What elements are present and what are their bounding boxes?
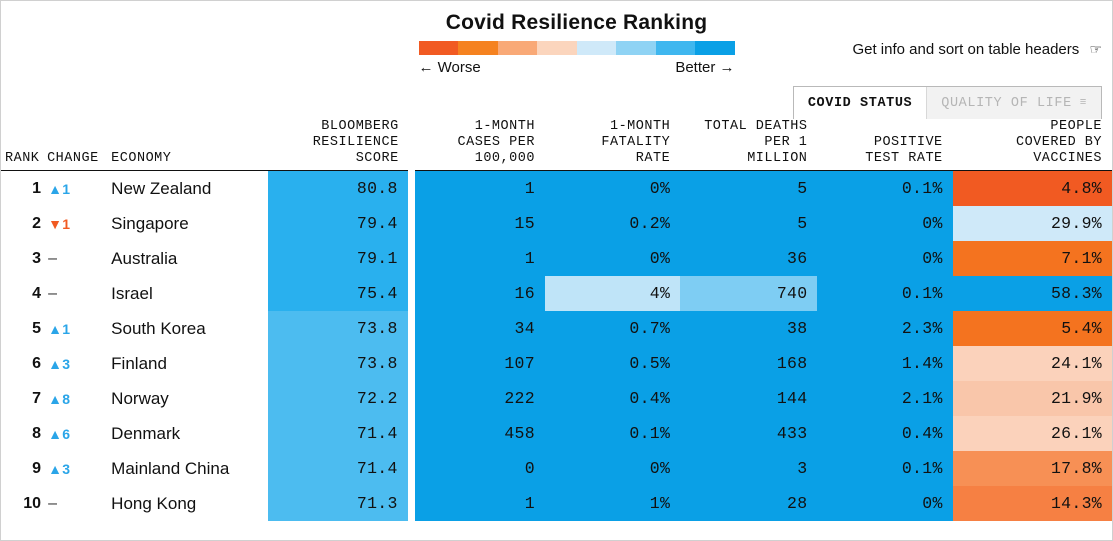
info-label: Get info and sort on table headers [852,41,1080,58]
row-total-deaths: 3 [680,451,817,486]
row-positive-test-rate: 2.1% [817,381,952,416]
row-positive-test-rate: 0.1% [817,451,952,486]
row-vaccines: 5.4% [953,311,1112,346]
tab-quality-of-life-label: QUALITY OF LIFE [941,95,1072,111]
legend-swatch-6 [656,41,696,55]
change-flat-icon: – [48,494,58,512]
row-resilience-score: 80.8 [268,171,408,207]
row-fatality-rate: 4% [545,276,680,311]
change-up-icon: ▲1 [48,180,71,197]
tab-covid-status-label: COVID STATUS [807,95,913,111]
row-vaccines: 7.1% [953,241,1112,276]
col-header-fatality-rate[interactable]: 1-MONTH FATALITY RATE [545,119,680,171]
col-header-total-deaths[interactable]: TOTAL DEATHS PER 1 MILLION [680,119,817,171]
table-body [1,171,1112,522]
row-change [45,381,103,416]
table-row[interactable] [1,241,1112,276]
row-rank: 9 [32,459,42,477]
row-change [45,486,103,521]
color-legend [379,41,735,76]
row-economy: Finland [111,353,167,373]
pointer-cursor-icon: ☞ [1089,41,1102,57]
row-cases: 107 [415,346,545,381]
row-resilience-score: 73.8 [268,346,408,381]
row-total-deaths: 144 [680,381,817,416]
row-vaccines: 4.8% [953,171,1112,207]
change-flat-icon: – [48,284,58,302]
table-header-row [1,119,1112,171]
row-rank: 5 [32,319,42,337]
row-positive-test-rate: 2.3% [817,311,952,346]
row-vaccines: 26.1% [953,416,1112,451]
legend-swatch-1 [458,41,498,55]
row-change [45,416,103,451]
row-total-deaths: 740 [680,276,817,311]
row-change [45,311,103,346]
row-vaccines: 17.8% [953,451,1112,486]
legend-gradient-bar [419,41,735,55]
legend-swatch-5 [616,41,656,55]
row-positive-test-rate: 0% [817,241,952,276]
page-title: Covid Resilience Ranking [445,11,708,34]
change-up-icon: ▲3 [48,460,71,477]
row-change [45,206,103,241]
row-rank: 3 [32,249,42,267]
ranking-table [1,119,1112,521]
row-vaccines: 58.3% [953,276,1112,311]
row-total-deaths: 5 [680,171,817,207]
col-header-change[interactable]: CHANGE [45,119,103,171]
row-positive-test-rate: 0% [817,486,952,521]
table-row[interactable] [1,451,1112,486]
row-fatality-rate: 0.7% [545,311,680,346]
row-total-deaths: 168 [680,346,817,381]
row-change [45,451,103,486]
change-up-icon: ▲8 [48,390,71,407]
table-row[interactable] [1,346,1112,381]
table-row[interactable] [1,416,1112,451]
row-total-deaths: 28 [680,486,817,521]
row-resilience-score: 71.4 [268,416,408,451]
row-change [45,276,103,311]
legend-swatch-3 [537,41,577,55]
row-fatality-rate: 0.1% [545,416,680,451]
legend-swatch-4 [577,41,617,55]
table-row[interactable] [1,206,1112,241]
row-resilience-score: 72.2 [268,381,408,416]
row-fatality-rate: 0% [545,451,680,486]
row-cases: 1 [415,171,545,207]
row-change [45,171,103,207]
row-fatality-rate: 0% [545,241,680,276]
row-fatality-rate: 0.2% [545,206,680,241]
row-economy: Hong Kong [111,493,197,513]
table-help-text [852,41,1102,58]
change-flat-icon: – [48,249,58,267]
col-header-positive-test-rate[interactable]: POSITIVE TEST RATE [817,119,952,171]
row-resilience-score: 79.4 [268,206,408,241]
table-row[interactable] [1,171,1112,207]
row-cases: 458 [415,416,545,451]
row-cases: 15 [415,206,545,241]
row-rank: 7 [32,389,42,407]
tab-quality-of-life[interactable] [926,87,1101,119]
col-header-economy[interactable]: ECONOMY [103,119,268,171]
row-economy: Australia [111,248,178,268]
col-header-rank[interactable]: RANK [1,119,45,171]
legend-swatch-2 [498,41,538,55]
row-positive-test-rate: 0.4% [817,416,952,451]
row-economy: Mainland China [111,458,230,478]
row-change [45,346,103,381]
row-resilience-score: 71.3 [268,486,408,521]
change-up-icon: ▲3 [48,355,71,372]
legend-swatch-7 [695,41,735,55]
sort-menu-icon[interactable]: ≡ [1079,97,1087,109]
row-vaccines: 24.1% [953,346,1112,381]
row-fatality-rate: 0.4% [545,381,680,416]
table-row[interactable] [1,486,1112,521]
change-up-icon: ▲1 [48,320,71,337]
row-rank: 4 [32,284,42,302]
row-total-deaths: 38 [680,311,817,346]
row-fatality-rate: 0.5% [545,346,680,381]
row-economy: South Korea [111,318,206,338]
row-positive-test-rate: 0% [817,206,952,241]
row-vaccines: 21.9% [953,381,1112,416]
col-header-resilience-score[interactable]: BLOOMBERG RESILIENCE SCORE [268,119,408,171]
row-total-deaths: 5 [680,206,817,241]
row-positive-test-rate: 0.1% [817,276,952,311]
row-total-deaths: 36 [680,241,817,276]
row-economy: Norway [111,388,169,408]
row-economy: Singapore [111,213,189,233]
row-rank: 10 [23,494,42,512]
row-cases: 1 [415,486,545,521]
change-down-icon: ▼1 [48,215,71,232]
change-up-icon: ▲6 [48,425,71,442]
legend-swatch-0 [419,41,459,55]
row-resilience-score: 71.4 [268,451,408,486]
row-economy: Israel [111,283,153,303]
legend-better-label: Better → [675,59,735,76]
col-header-vaccines[interactable]: PEOPLE COVERED BY VACCINES [953,119,1112,171]
legend-worse-label: ← Worse [418,59,481,76]
row-resilience-score: 75.4 [268,276,408,311]
row-vaccines: 29.9% [953,206,1112,241]
row-rank: 8 [32,424,42,442]
row-rank: 1 [32,179,42,197]
row-fatality-rate: 1% [545,486,680,521]
row-resilience-score: 79.1 [268,241,408,276]
table-row[interactable] [1,276,1112,311]
row-cases: 222 [415,381,545,416]
row-cases: 16 [415,276,545,311]
row-cases: 1 [415,241,545,276]
tab-covid-status[interactable] [794,87,926,119]
table-row[interactable] [1,381,1112,416]
row-economy: Denmark [111,423,181,443]
view-toggle[interactable] [793,86,1102,120]
table-row[interactable] [1,311,1112,346]
row-positive-test-rate: 0.1% [817,171,952,207]
row-change [45,241,103,276]
row-rank: 6 [32,354,42,372]
row-cases: 34 [415,311,545,346]
row-economy: New Zealand [111,178,212,198]
row-cases: 0 [415,451,545,486]
row-vaccines: 14.3% [953,486,1112,521]
row-resilience-score: 73.8 [268,311,408,346]
row-total-deaths: 433 [680,416,817,451]
col-header-cases[interactable]: 1-MONTH CASES PER 100,000 [415,119,545,171]
row-rank: 2 [32,214,42,232]
row-fatality-rate: 0% [545,171,680,207]
row-positive-test-rate: 1.4% [817,346,952,381]
